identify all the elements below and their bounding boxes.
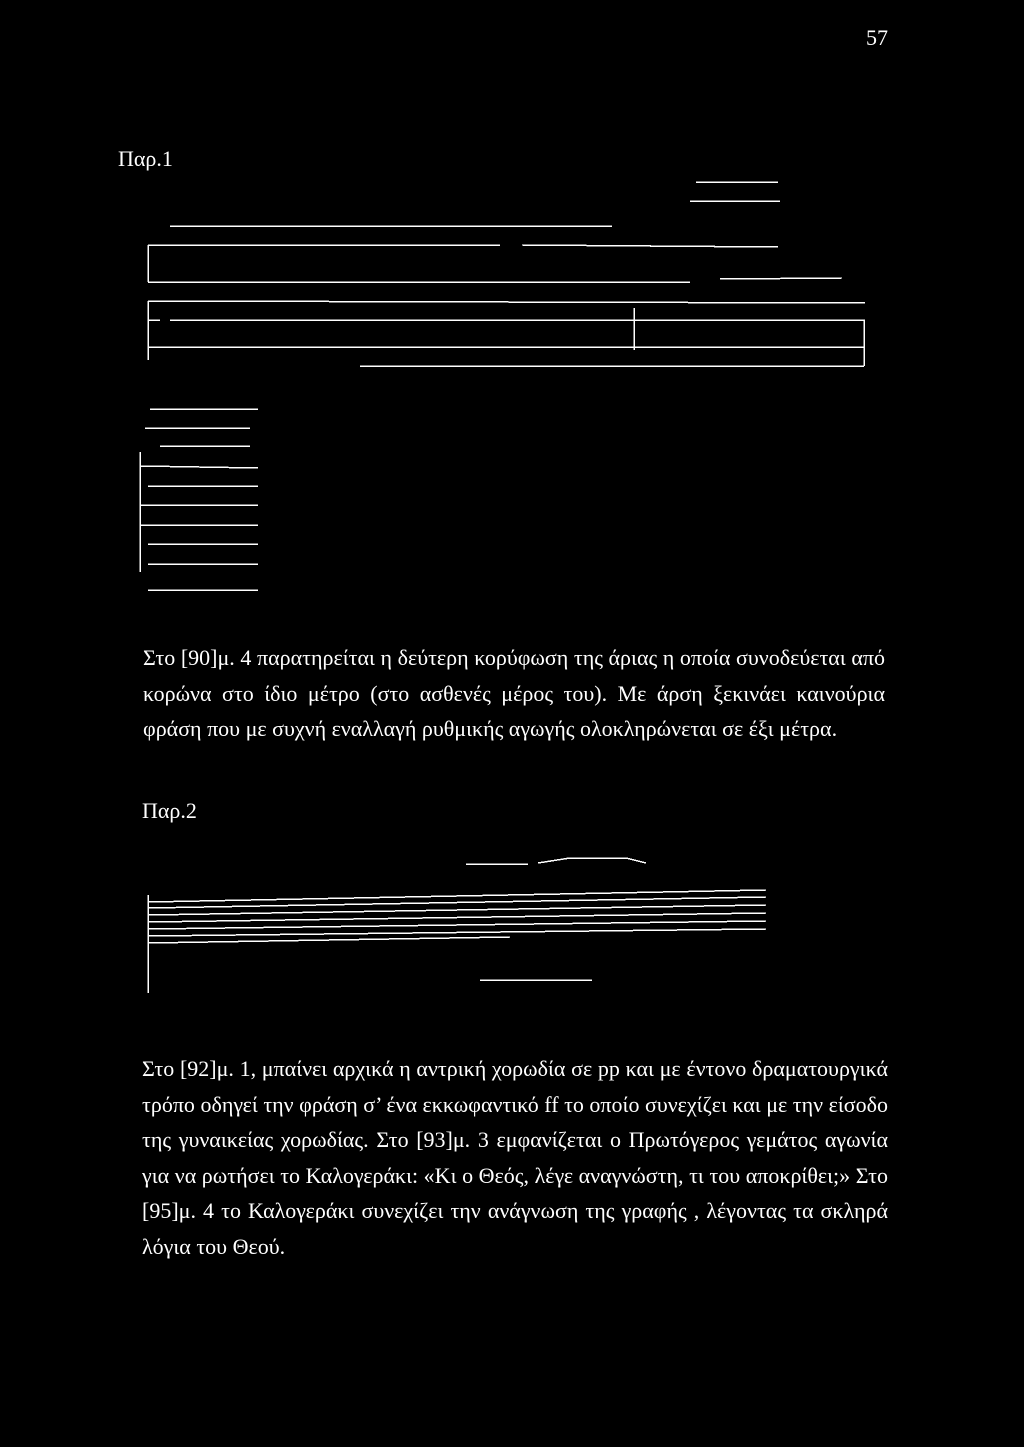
score-line xyxy=(148,890,766,902)
score-line xyxy=(538,858,646,863)
paragraph-2: Στο [92]μ. 1, μπαίνει αρχικά η αντρική χορωδία σε pp και με έντονο δραματουργικά τρόπο οδηγεί την φράση σ’ ένα εκκωφαντικό ff το οποίο συνεχίζει και με την είσοδο της γυναικείας χορωδίας. Στο [93]μ. 3 εμφανίζεται ο Πρωτόγερος γεμάτος αγωνία για να ρωτήσει το Καλογεράκι: «Κι ο Θεός, λέγε αναγνώστη, τι του αποκρίθει;» Στο [95]μ. 4 το Καλογεράκι συνεχίζει την ανάγνωση της γραφής , λέγοντας τα σκληρά λόγια του Θεού. xyxy=(142,1056,888,1259)
score-line xyxy=(148,913,766,922)
figure-1-label: Παρ.1 xyxy=(118,146,173,171)
score-line xyxy=(148,937,510,943)
score-line xyxy=(140,466,258,468)
score-line xyxy=(522,245,778,247)
score-line xyxy=(148,301,865,303)
page-number: 57 xyxy=(866,25,888,50)
score-line xyxy=(720,278,842,279)
score-line xyxy=(148,921,766,929)
figure-1-score-fragment xyxy=(130,170,890,600)
figure-2-score-fragment xyxy=(140,845,780,1005)
score-line xyxy=(148,929,766,936)
figure-2-label: Παρ.2 xyxy=(142,798,197,823)
paragraph-1: Στο [90]μ. 4 παρατηρείται η δεύτερη κορύφωση της άριας η οποία συνοδεύεται από κορώνα στο ίδιο μέτρο (στο ασθενές μέρος του). Με άρση ξεκινάει καινούρια φράση που με συχνή εναλλαγή ρυθμικής αγωγής ολοκληρώνεται σε έξι μέτρα. xyxy=(143,645,885,741)
